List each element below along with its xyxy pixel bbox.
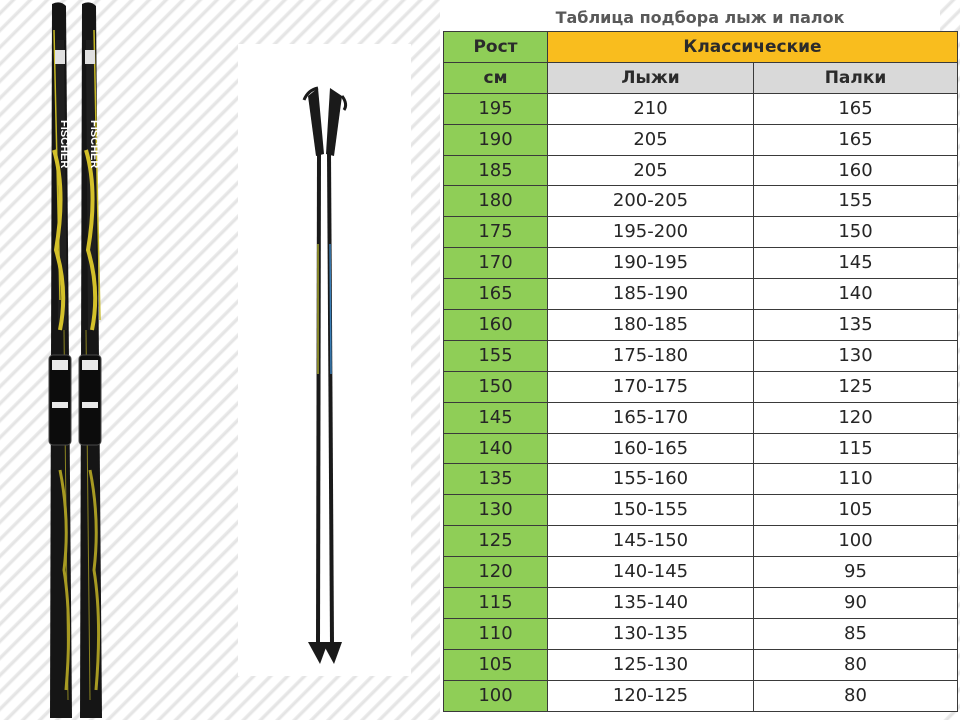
height-cell: 100 (444, 680, 548, 711)
ski-brand-left: FISCHER (58, 120, 70, 169)
skis-cell: 155-160 (548, 464, 754, 495)
poles-cell: 125 (754, 371, 958, 402)
skis-cell: 205 (548, 155, 754, 186)
height-cell: 160 (444, 310, 548, 341)
skis-cell: 145-150 (548, 526, 754, 557)
poles-cell: 120 (754, 402, 958, 433)
table-row (444, 279, 958, 310)
height-cell: 110 (444, 618, 548, 649)
height-cell: 170 (444, 248, 548, 279)
height-cell: 120 (444, 557, 548, 588)
poles-cell: 130 (754, 340, 958, 371)
table-row (444, 371, 958, 402)
ski-brand-right: FISCHER (88, 120, 100, 169)
table-row (444, 495, 958, 526)
table-row (444, 310, 958, 341)
skis-cell: 180-185 (548, 310, 754, 341)
table-row (444, 433, 958, 464)
table-row (444, 402, 958, 433)
poles-cell: 90 (754, 588, 958, 619)
skis-cell: 150-155 (548, 495, 754, 526)
header-row-2 (444, 62, 958, 93)
table-row (444, 124, 958, 155)
poles-cell: 80 (754, 649, 958, 680)
table-body (444, 93, 958, 711)
skis-cell: 200-205 (548, 186, 754, 217)
poles-cell: 150 (754, 217, 958, 248)
skis-cell: 195-200 (548, 217, 754, 248)
poles-cell: 85 (754, 618, 958, 649)
poles-cell: 140 (754, 279, 958, 310)
sizing-table (443, 31, 958, 712)
header-row-1 (444, 32, 958, 63)
table-row (444, 186, 958, 217)
poles-cell: 110 (754, 464, 958, 495)
skis-cell: 170-175 (548, 371, 754, 402)
table-row (444, 649, 958, 680)
height-cell: 175 (444, 217, 548, 248)
height-cell: 190 (444, 124, 548, 155)
table-row (444, 557, 958, 588)
header-height: Рост (444, 32, 548, 63)
height-cell: 150 (444, 371, 548, 402)
header-skis: Лыжи (548, 62, 754, 93)
height-cell: 145 (444, 402, 548, 433)
skis-cell: 135-140 (548, 588, 754, 619)
poles-cell: 135 (754, 310, 958, 341)
height-cell: 180 (444, 186, 548, 217)
poles-cell: 165 (754, 124, 958, 155)
height-cell: 140 (444, 433, 548, 464)
table-row (444, 588, 958, 619)
poles-panel (238, 44, 411, 676)
poles-cell: 80 (754, 680, 958, 711)
skis-cell: 130-135 (548, 618, 754, 649)
poles-cell: 95 (754, 557, 958, 588)
height-cell: 195 (444, 93, 548, 124)
poles-cell: 115 (754, 433, 958, 464)
table-row (444, 155, 958, 186)
skis-cell: 190-195 (548, 248, 754, 279)
skis-cell: 125-130 (548, 649, 754, 680)
poles-cell: 160 (754, 155, 958, 186)
poles-cell: 105 (754, 495, 958, 526)
table-row (444, 464, 958, 495)
height-cell: 125 (444, 526, 548, 557)
poles-cell: 100 (754, 526, 958, 557)
table-row (444, 618, 958, 649)
skis-cell: 140-145 (548, 557, 754, 588)
skis-cell: 210 (548, 93, 754, 124)
header-height-unit: см (444, 62, 548, 93)
table-row (444, 526, 958, 557)
height-cell: 115 (444, 588, 548, 619)
skis-cell: 175-180 (548, 340, 754, 371)
table-row (444, 93, 958, 124)
header-poles: Палки (754, 62, 958, 93)
height-cell: 165 (444, 279, 548, 310)
height-cell: 185 (444, 155, 548, 186)
skis-cell: 160-165 (548, 433, 754, 464)
skis-cell: 205 (548, 124, 754, 155)
poles-cell: 165 (754, 93, 958, 124)
poles-cell: 145 (754, 248, 958, 279)
table-row (444, 217, 958, 248)
skis-cell: 185-190 (548, 279, 754, 310)
height-cell: 105 (444, 649, 548, 680)
height-cell: 135 (444, 464, 548, 495)
poles-image (238, 44, 411, 676)
skis-cell: 165-170 (548, 402, 754, 433)
table-row (444, 680, 958, 711)
header-classic: Классические (548, 32, 958, 63)
table-title: Таблица подбора лыж и палок (555, 8, 845, 27)
table-row (444, 248, 958, 279)
skis-cell: 120-125 (548, 680, 754, 711)
table-row (444, 340, 958, 371)
height-cell: 155 (444, 340, 548, 371)
height-cell: 130 (444, 495, 548, 526)
skis-image (30, 0, 120, 720)
poles-cell: 155 (754, 186, 958, 217)
